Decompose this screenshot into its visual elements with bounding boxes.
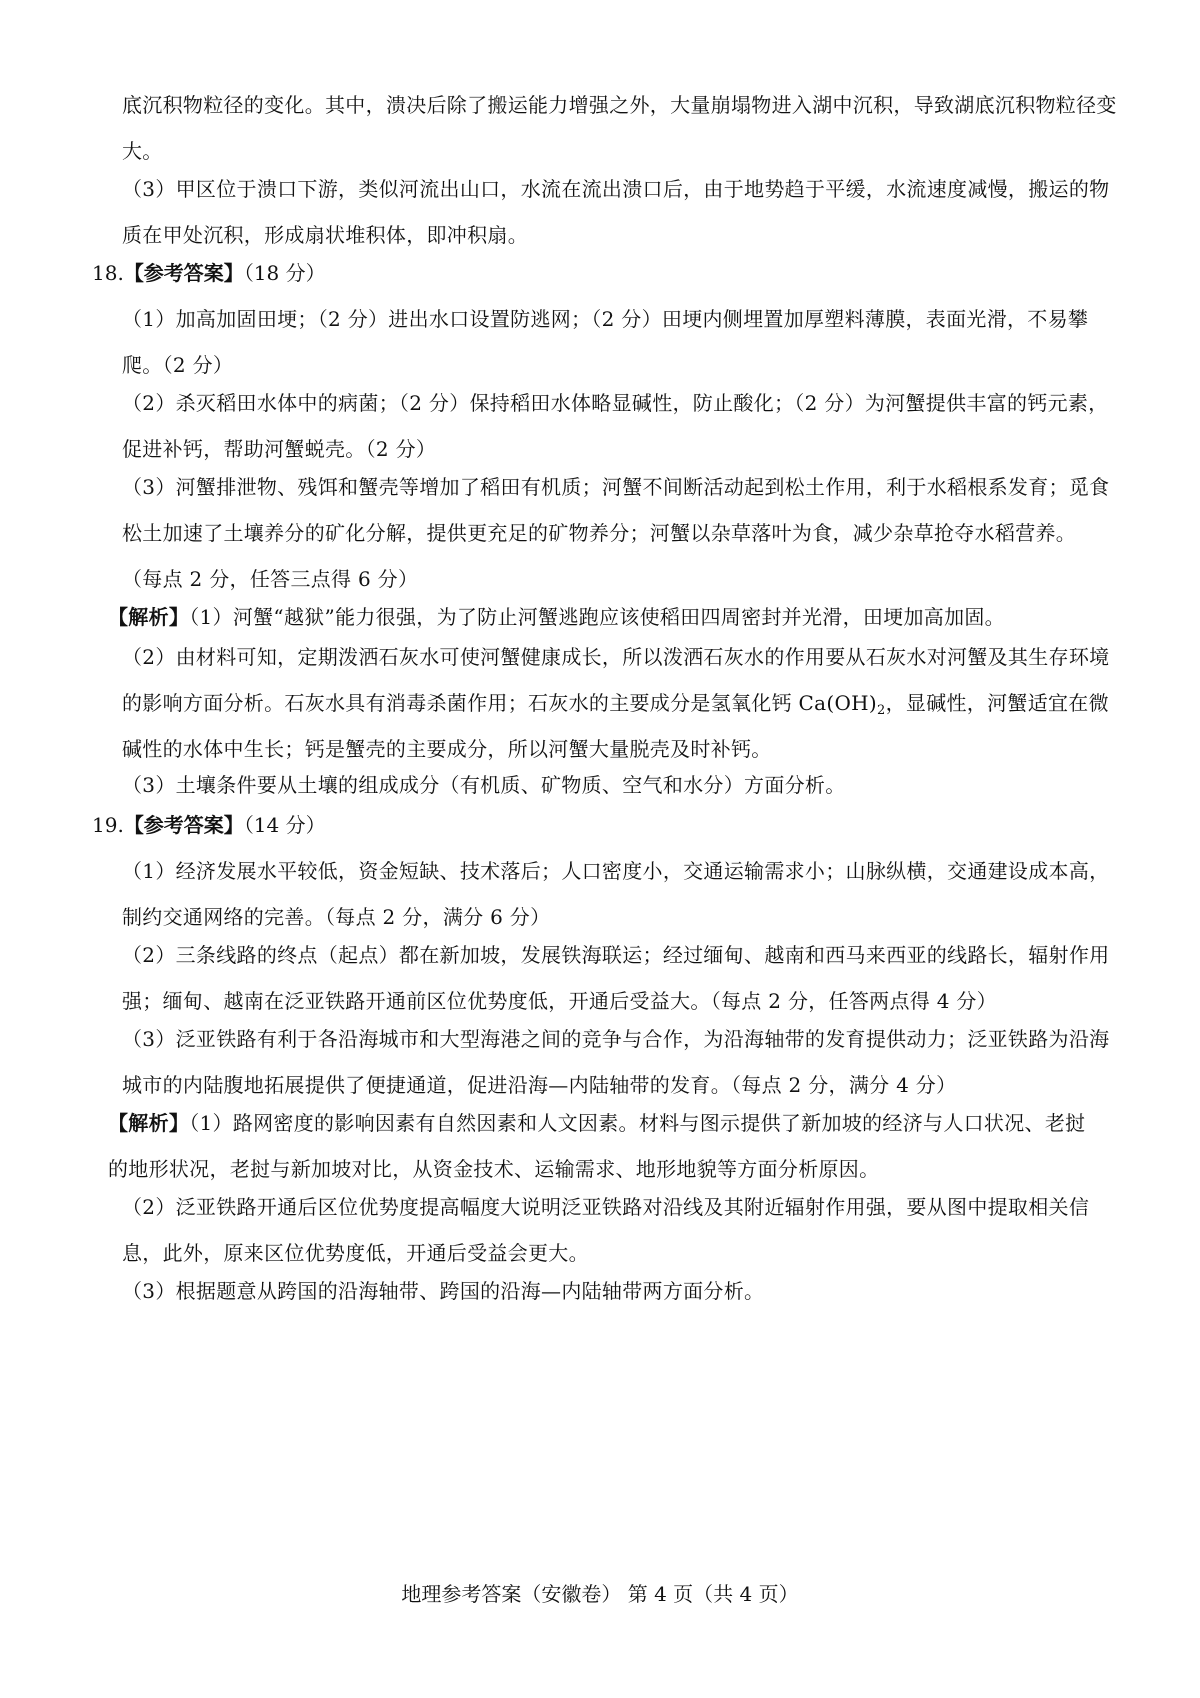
- page-footer: 地理参考答案（安徽卷） 第 4 页（共 4 页）: [401, 1582, 799, 1606]
- q17-analysis-2-continued: 底沉积物粒径的变化。其中，溃决后除了搬运能力增强之外，大量崩塌物进入湖中沉积，导致湖底沉积物粒径变大。: [122, 93, 1117, 163]
- q18-analysis-2-part2: ，显碱性，河蟹适宜在微碱性的水体中生长；钙是蟹壳的主要成分，所以河蟹大量脱壳及时补钙。: [122, 691, 1109, 761]
- q19-analysis-2: （2）泛亚铁路开通后区位优势度提高幅度大说明泛亚铁路对沿线及其附近辐射作用强，要从图中提取相关信息，此外，原来区位优势度低，开通后受益会更大。: [122, 1195, 1090, 1265]
- q18-analysis-label: 【解析】: [108, 605, 190, 629]
- q19-analysis-3: （3）根据题意从跨国的沿海轴带、跨国的沿海—内陆轴带两方面分析。: [122, 1279, 765, 1303]
- q18-answer-label: 【参考答案】: [123, 261, 244, 285]
- q19-answer-label: 【参考答案】: [123, 813, 244, 837]
- q19-points: （14 分）: [243, 813, 326, 837]
- q18-answer-3-score: （每点 2 分，任答三点得 6 分）: [122, 567, 419, 591]
- q19-header: [92, 802, 1118, 848]
- q19-analysis-1: [108, 1100, 1104, 1192]
- q18-number: 18.: [92, 261, 124, 285]
- q18-answer-2: （2）杀灭稻田水体中的病菌；（2 分）保持稻田水体略显碱性，防止酸化；（2 分）为河蟹提供丰富的钙元素，促进补钙，帮助河蟹蜕壳。（2 分）: [122, 391, 1109, 461]
- q18-header: [92, 250, 1118, 296]
- q18-analysis-3: （3）土壤条件要从土壤的组成成分（有机质、矿物质、空气和水分）方面分析。: [122, 773, 846, 797]
- q18-answer-3: [122, 464, 1118, 602]
- q17-analysis-3: （3）甲区位于溃口下游，类似河流出山口，水流在流出溃口后，由于地势趋于平缓，水流速度减慢，搬运的物质在甲处沉积，形成扇状堆积体，即冲积扇。: [122, 177, 1110, 247]
- q18-analysis-2-subscript: 2: [877, 703, 886, 718]
- q19-analysis-1-text: （1）路网密度的影响因素有自然因素和人文因素。材料与图示提供了新加坡的经济与人口状况、老挝的地形状况，老挝与新加坡对比，从资金技术、运输需求、地形地貌等方面分析原因。: [108, 1111, 1086, 1181]
- q18-answer-3-text: （3）河蟹排泄物、残饵和蟹壳等增加了稻田有机质；河蟹不间断活动起到松土作用，利于水稻根系发育；觅食松土加速了土壤养分的矿化分解，提供更充足的矿物养分；河蟹以杂草落叶为食，减少杂草抢夺水稻营养。: [122, 475, 1110, 545]
- q19-answer-1: （1）经济发展水平较低，资金短缺、技术落后；人口密度小，交通运输需求小；山脉纵横，交通建设成本高，制约交通网络的完善。（每点 2 分，满分 6 分）: [122, 859, 1110, 929]
- q18-analysis-2: [122, 634, 1118, 772]
- q18-answer-1: （1）加高加固田埂；（2 分）进出水口设置防逃网；（2 分）田埂内侧埋置加厚塑料薄膜，表面光滑，不易攀爬。（2 分）: [122, 307, 1089, 377]
- q19-analysis-label: 【解析】: [108, 1111, 190, 1135]
- q18-analysis-1-text: （1）河蟹“越狱”能力很强，为了防止河蟹逃跑应该使稻田四周密封并光滑，田埂加高加固。: [189, 605, 1005, 629]
- q18-points: （18 分）: [243, 261, 326, 285]
- q19-number: 19.: [92, 813, 124, 837]
- q19-answer-3: （3）泛亚铁路有利于各沿海城市和大型海港之间的竞争与合作，为沿海轴带的发育提供动力；泛亚铁路为沿海城市的内陆腹地拓展提供了便捷通道，促进沿海—内陆轴带的发育。（每点 2 分，满分 4 分）: [122, 1027, 1110, 1097]
- q18-analysis-2-part1: （2）由材料可知，定期泼洒石灰水可使河蟹健康成长，所以泼洒石灰水的作用要从石灰水对河蟹及其生存环境的影响方面分析。石灰水具有消毒杀菌作用；石灰水的主要成分是氢氧化钙 Ca(OH): [122, 645, 1110, 715]
- q19-answer-2: （2）三条线路的终点（起点）都在新加坡，发展铁海联运；经过缅甸、越南和西马来西亚的线路长，辐射作用强；缅甸、越南在泛亚铁路开通前区位优势度低，开通后受益大。（每点 2 分，任答两点得 4 分）: [122, 943, 1110, 1013]
